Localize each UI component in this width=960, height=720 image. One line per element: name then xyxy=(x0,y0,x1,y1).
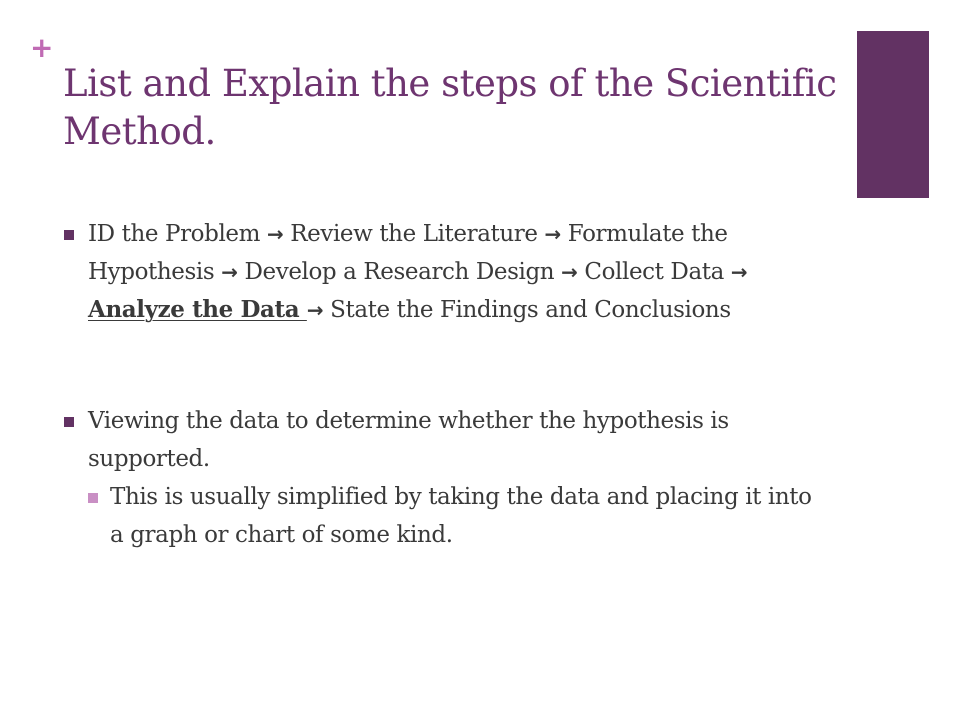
steps-bullet xyxy=(64,215,824,329)
slide-title: List and Explain the steps of the Scientific Method. xyxy=(63,62,837,153)
step-state-findings: State the Findings and Conclusions xyxy=(330,297,731,323)
bullet-square-icon xyxy=(64,417,74,427)
plus-icon: + xyxy=(30,31,54,64)
step-id-problem: ID the Problem xyxy=(88,221,261,247)
bullet-square-icon xyxy=(64,230,74,240)
arrow-right-icon: → xyxy=(306,298,324,322)
step-review-literature: Review the Literature xyxy=(290,221,538,247)
sub-bullet-square-icon xyxy=(88,493,98,503)
arrow-right-icon: → xyxy=(266,222,284,246)
arrow-right-icon: → xyxy=(730,260,748,284)
step-formulate-hypothesis: Formulate the Hypothesis xyxy=(88,221,728,285)
sub-explanation-text: This is usually simplified by taking the data and placing it into a graph or chart of some kind. xyxy=(110,484,812,548)
arrow-right-icon: → xyxy=(561,260,578,284)
arrow-right-icon: → xyxy=(544,222,561,246)
step-develop-design: Develop a Research Design xyxy=(244,259,555,285)
sub-explanation-bullet xyxy=(88,478,824,554)
step-collect-data: Collect Data xyxy=(584,259,724,285)
step-analyze-data: Analyze the Data xyxy=(88,296,307,323)
slide-content xyxy=(64,215,824,554)
explanation-bullet xyxy=(64,402,824,478)
arrow-right-icon: → xyxy=(221,260,238,284)
explanation-text: Viewing the data to determine whether the hypothesis is supported. xyxy=(88,408,729,472)
accent-bar xyxy=(857,31,929,198)
